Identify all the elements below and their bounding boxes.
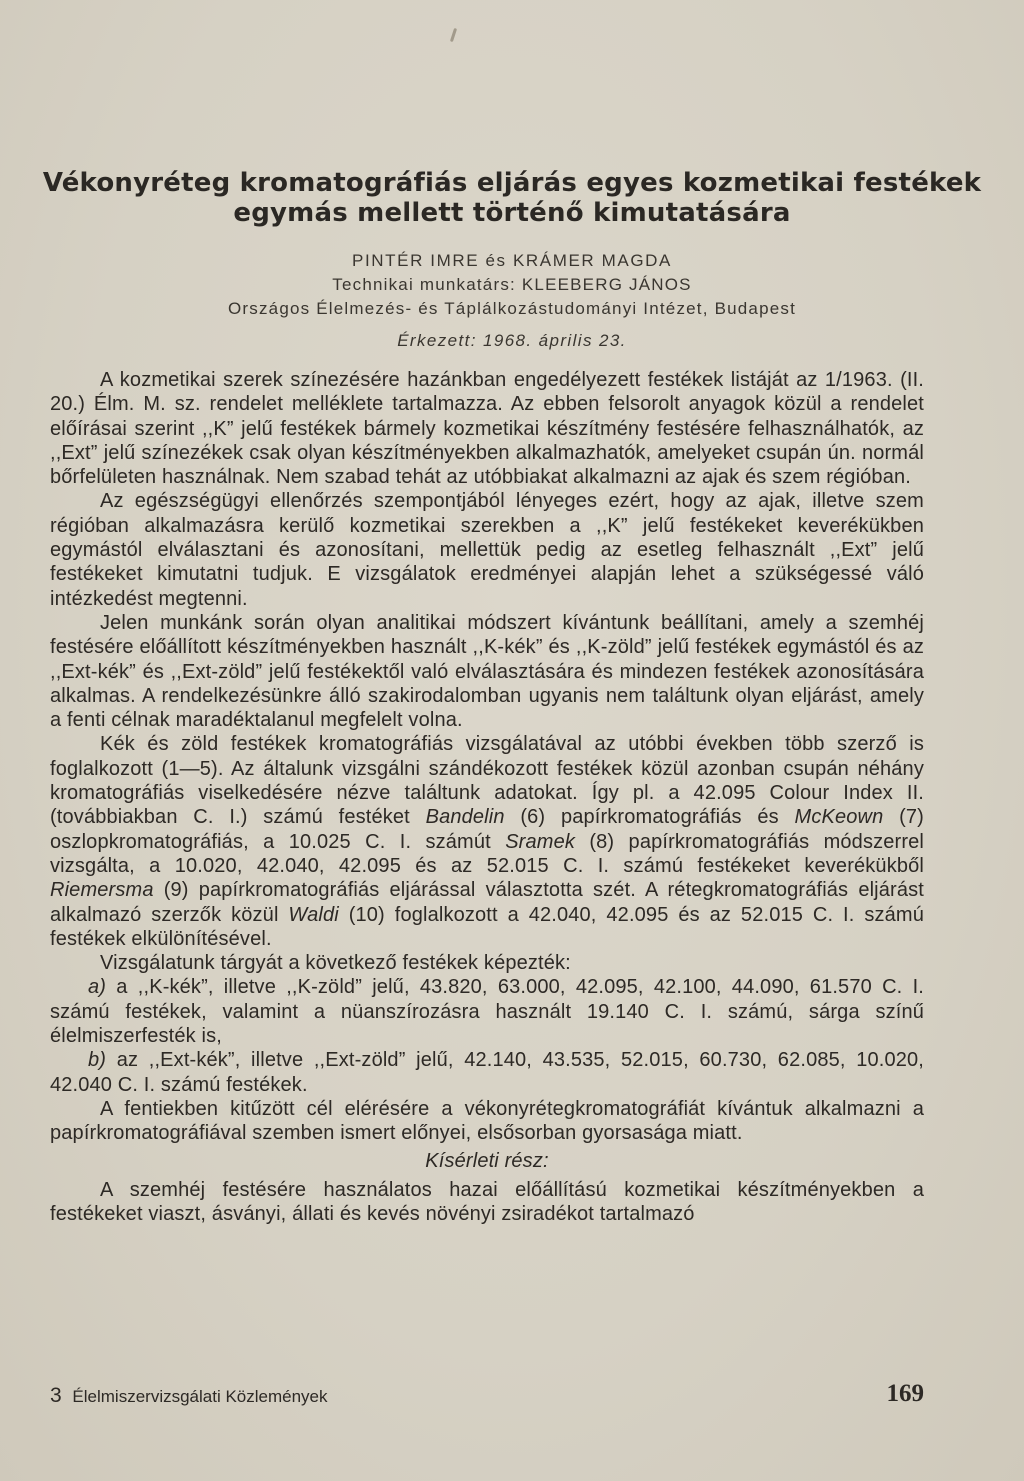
list-item-a-text: a ,,K-kék”, illetve ,,K-zöld” jelű, 43.820, 63.000, 42.095, 42.100, 44.090, 61.570 C. I. számú festékek, valamint a nüanszírozásra használt 19.140 C. I. számú, sárga színű élelmiszerfesték is, [50,976,924,1048]
article-title-line-2: egymás mellett történő kimutatására [233,198,791,228]
author-name: Riemersma [50,879,154,902]
paragraph-3: Jelen munkánk során olyan analitikai módszert kívántunk beállítani, amely a szemhéj festésére előállított készítményekben használt ,,K-kék” és ,,K-zöld” jelű festékek egymástól és az ,,Ext-kék” és ,,Ext-zöld” jelű festékektől való elválasztására és mindezen festékek azonosítására alkalmas. A rendelkezésünkre álló szakirodalomban ugyanis nem találtunk olyan eljárást, amely a fenti célnak maradéktalanul megfelelt volna. [50,611,924,732]
received-date: Érkezett: 1968. április 23. [397,331,627,350]
paragraph-1: A kozmetikai szerek színezésére hazánkban engedélyezett festékek listáját az 1/1963. (II. 20.) Élm. M. sz. rendelet melléklete tartalmazza. Az ebben felsorolt anyagok közül a rendelet előírásai szerint ,,K” jelű festékek bármely kozmetikai készítmény festésére felhasználhatók, az ,,Ext” jelű színezékek csak olyan készítményekben alkalmazhatók, amelyeket csupán ún. normál bőrfelületen használnak. Nem szabad tehát az utóbbiakat alkalmazni az ajak és szem régióban. [50,369,924,489]
author-name: Bandelin [425,806,505,829]
page-number: 169 [886,1380,924,1407]
signature-number: 3 [50,1384,62,1407]
paragraph-4-text: (8) papírkromatográfiás módszerrel vizsgálta, a 10.020, 42.040, 42.095 és az 52.015 C. I. számú festékeket keverékükből [50,830,924,877]
list-item-b-text: az ,,Ext-kék”, illetve ,,Ext-zöld” jelű, 42.140, 43.535, 52.015, 60.730, 62.085, 10.020, 42.040 C. I. számú festékek. [50,1049,924,1096]
technical-assistant: Technikai munkatárs: KLEEBERG JÁNOS [332,275,692,294]
paper-speck [450,28,457,42]
paragraph-2: Az egészségügyi ellenőrzés szempontjából lényeges ezért, hogy az ajak, illetve szem régióban alkalmazásra kerülő kozmetikai szerekben a ,,K” jelű festékeket keverékükben egymástól elválasztani és azonosítani, mellettük pedig az esetleg felhasznált ,,Ext” jelű festékeket kimutatni tudjuk. E vizsgálatok eredményei alapján lehet a szükségessé váló intézkedést megtenni. [50,490,924,610]
list-item-a [50,975,924,1048]
paragraph-6: A fentiekben kitűzött cél elérésére a vékonyrétegkromatográfiát kívántuk alkalmazni a papírkromatográfiával szemben ismert előnyei, elsősorban gyorsasága miatt. [50,1097,924,1145]
paragraph-4-text: (10) foglalkozott a 42.040, 42.095 és az 52.015 C. I. számú festékek elkülönítésével. [50,903,925,950]
section-heading: Kísérleti rész: [425,1149,549,1172]
list-label-b: b) [88,1049,107,1072]
paragraph-4-text: (6) papírkromatográfiás és [504,806,795,829]
author-name: McKeown [794,806,884,829]
list-label-a: a) [88,976,107,999]
paragraph-5: Vizsgálatunk tárgyát a következő festékek képezték: [100,952,571,975]
journal-name: Élelmiszervizsgálati Közlemények [72,1387,328,1406]
article-title-line-1: Vékonyréteg kromatográfiás eljárás egyes kozmetikai festékek [42,168,982,198]
paragraph-4-text: Kék és zöld festékek kromatográfiás vizsgálatával az utóbbi években több szerző is foglalkozott (1—5). Az általunk vizsgálni szándékozott festékek közül azonban csupán néhány kromatográfiás viselkedésére nézve találtunk adatokat. Így pl. a 42.095 Colour Index II. (továbbiakban C. I.) számú festéket [50,733,924,829]
paragraph-4-text: (9) papírkromatográfiás eljárással választotta szét. A rétegkromatográfiás eljárást alkalmazó szerzők közül [50,879,924,926]
author-name: Sramek [505,830,575,853]
paragraph-4 [50,732,924,951]
paragraph-7: A szemhéj festésére használatos hazai előállítású kozmetikai készítményekben a festékeket viaszt, ásványi, állati és kevés növényi zsiradékot tartalmazó [50,1178,924,1226]
paragraph-4-text: (7) oszlopkromatográfiás, a 10.025 C. I. számút [50,806,924,853]
institution: Országos Élelmezés- és Táplálkozástudományi Intézet, Budapest [227,299,797,318]
article-body [50,368,924,1226]
list-item-b [50,1048,924,1097]
footer-journal [50,1384,328,1408]
authors: PINTÉR IMRE és KRÁMER MAGDA [352,251,672,270]
author-name: Waldi [288,903,339,926]
